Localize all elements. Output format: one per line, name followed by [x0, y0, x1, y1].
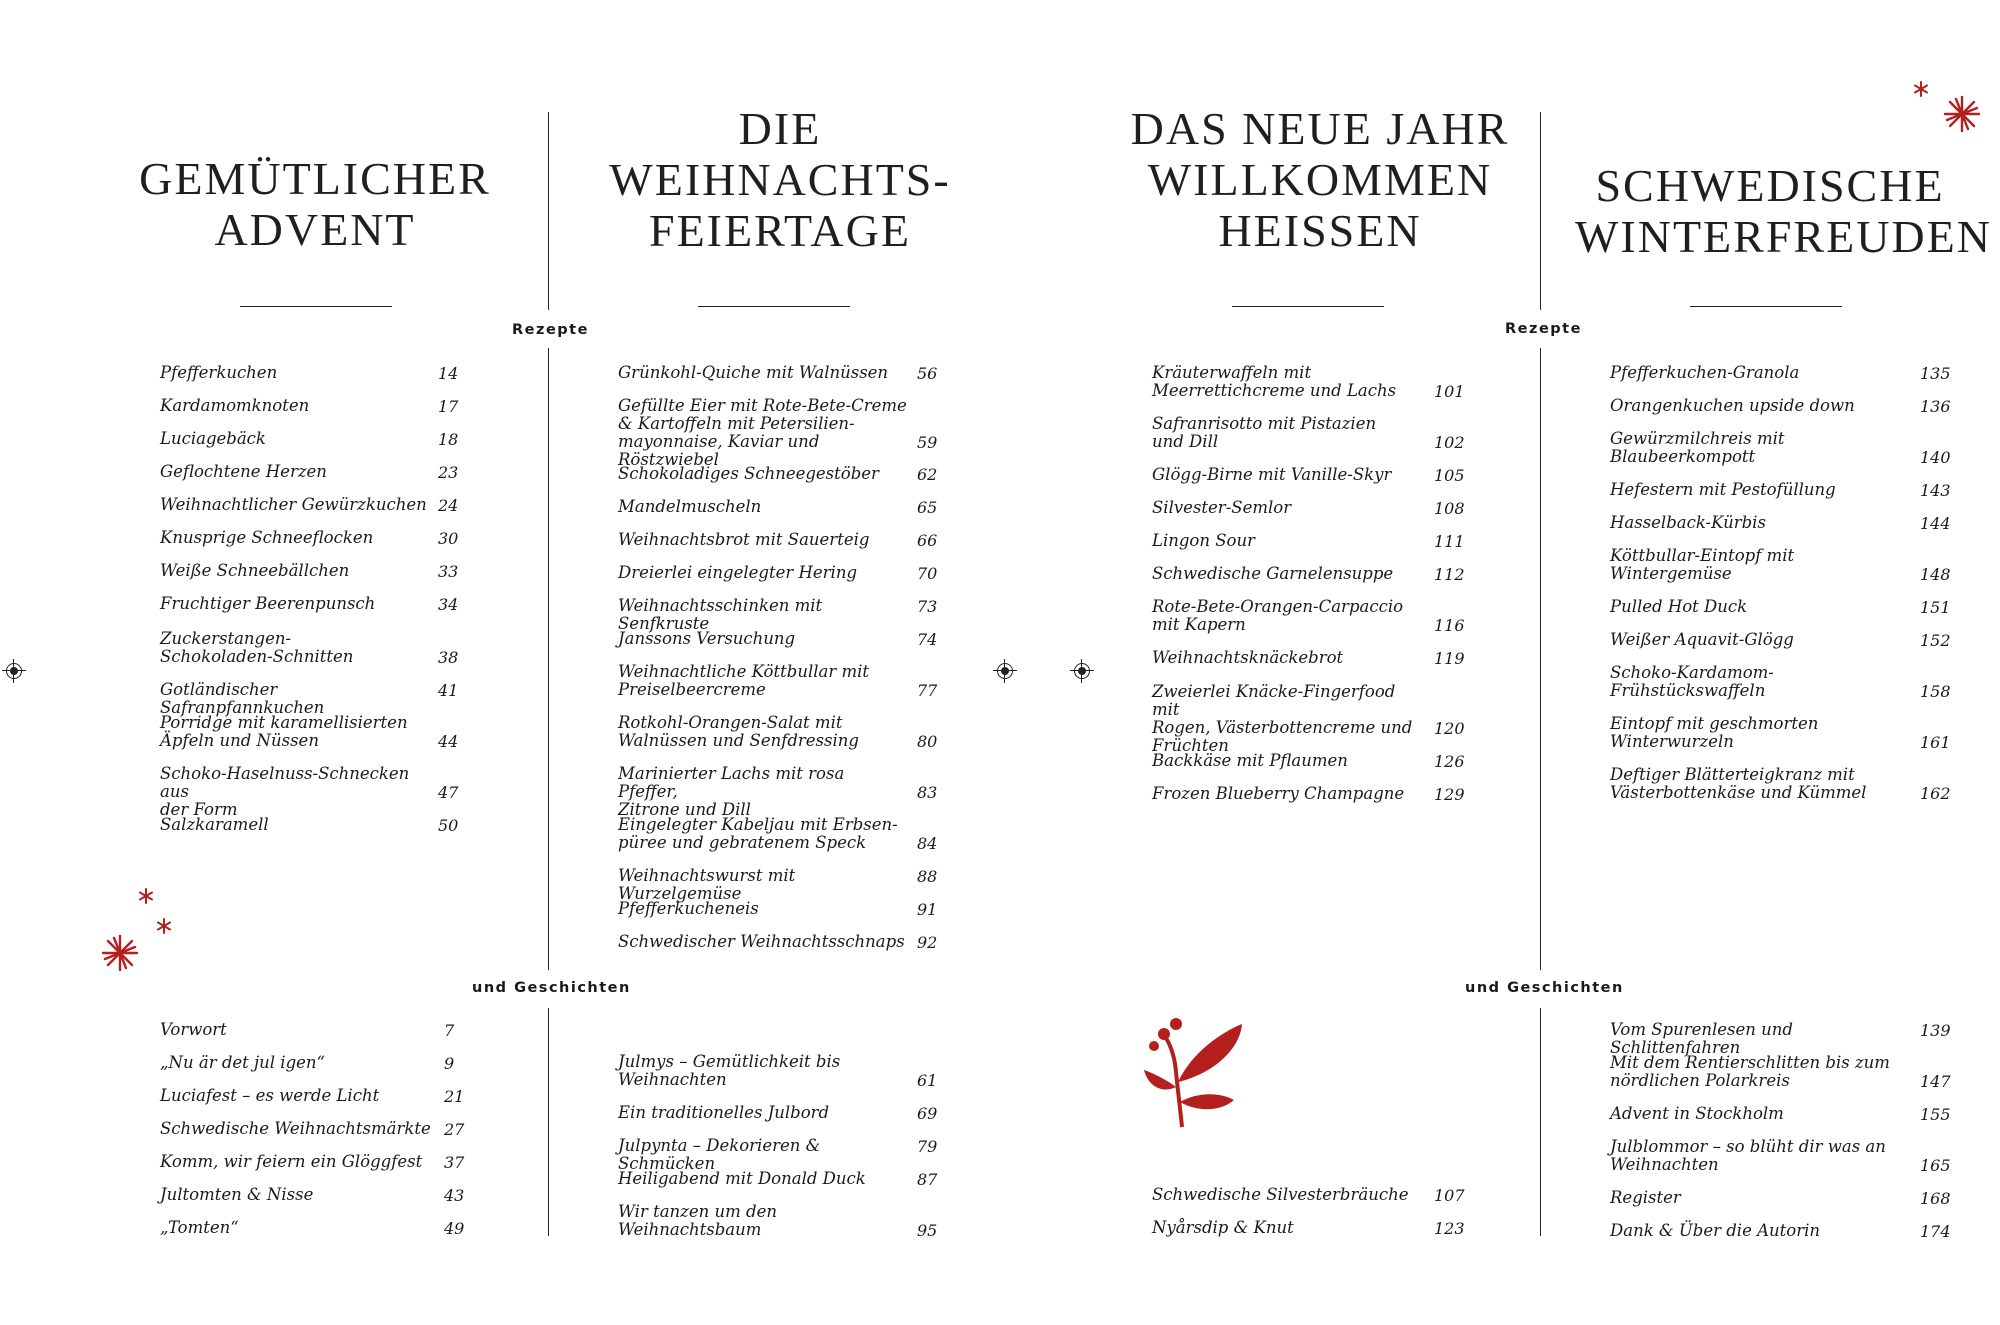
toc-entry-title: Luciagebäck — [160, 429, 266, 448]
toc-entry-title: Register — [1610, 1188, 1681, 1207]
toc-entry-title: Schwedischer Weihnachtsschnaps — [618, 932, 905, 951]
toc-page-number: 162 — [1920, 784, 1951, 803]
toc-entry-title: Gefüllte Eier mit Rote-Bete-Creme & Kartoffeln mit Petersilien- mayonnaise, Kaviar und Röstzwiebel — [618, 396, 907, 469]
toc-page-number: 95 — [917, 1221, 938, 1240]
toc-page-number: 158 — [1920, 682, 1951, 701]
toc-entry-title: Ein traditionelles Julbord — [618, 1103, 830, 1122]
toc-entry-title: Zuckerstangen- Schokoladen-Schnitten — [160, 629, 354, 666]
toc-page-number: 119 — [1434, 649, 1465, 668]
toc-page-number: 23 — [438, 463, 459, 482]
toc-page-number: 144 — [1920, 514, 1951, 533]
snowflake-icon — [155, 917, 173, 935]
column-divider — [1540, 112, 1541, 310]
toc-page-number: 102 — [1434, 433, 1465, 452]
toc-entry-title: Silvester-Semlor — [1152, 498, 1292, 517]
toc-page-number: 155 — [1920, 1105, 1951, 1124]
snowflake-icon — [1942, 94, 1982, 134]
toc-entry-title: Jultomten & Nisse — [160, 1185, 314, 1204]
toc-entry-title: Mit dem Rentierschlitten bis zum nördlichen Polarkreis — [1610, 1053, 1890, 1090]
registration-mark-icon — [1074, 663, 1090, 679]
toc-entry-title: Orangenkuchen upside down — [1610, 396, 1855, 415]
toc-page-number: 43 — [444, 1186, 465, 1205]
toc-page-number: 140 — [1920, 448, 1951, 467]
toc-entry-title: Pfefferkuchenеis — [618, 899, 759, 918]
toc-entry-title: Janssons Versuchung — [618, 629, 796, 648]
toc-page-number: 27 — [444, 1120, 465, 1139]
toc-entry-title: Julblommor – so blüht dir was an Weihnachten — [1610, 1137, 1886, 1174]
toc-entry-title: Schwedische Silvesterbräuche — [1152, 1185, 1409, 1204]
toc-entry-title: Advent in Stockholm — [1610, 1104, 1784, 1123]
toc-entry-title: Weihnachtliche Köttbullar mit Preiselbeercreme — [618, 662, 870, 699]
toc-entry-title: Weihnachtsknäckebrot — [1152, 648, 1344, 667]
toc-entry-title: Rote-Bete-Orangen-Carpaccio mit Kapern — [1152, 597, 1404, 634]
toc-page-number: 33 — [438, 562, 459, 581]
toc-entry-title: Gewürzmilchreis mit Blaubeerkompott — [1610, 429, 1785, 466]
toc-page-number: 17 — [438, 397, 459, 416]
toc-entry-title: Dreierlei eingelegter Hering — [618, 563, 858, 582]
toc-entry-title: Gotländischer Safranpfannkuchen — [160, 680, 325, 717]
toc-entry-title: Schoko-Haselnuss-Schnecken aus der Form — [160, 764, 410, 819]
toc-page-number: 56 — [917, 364, 938, 383]
title-rule — [1690, 306, 1842, 307]
column-divider — [548, 112, 549, 310]
toc-page-number: 83 — [917, 783, 938, 802]
toc-page-number: 65 — [917, 498, 938, 517]
toc-entry-title: Glögg-Birne mit Vanille-Skyr — [1152, 465, 1392, 484]
toc-entry-title: Pfefferkuchen-Granola — [1610, 363, 1800, 382]
toc-entry-title: Geflochtene Herzen — [160, 462, 327, 481]
toc-entry-title: Salzkaramell — [160, 815, 269, 834]
registration-mark-icon — [997, 663, 1013, 679]
chapter-title-feiertage: DIE WEIHNACHTS- FEIERTAGE — [609, 103, 951, 256]
toc-entry-title: Weihnachtsschinken mit Senfkruste — [618, 596, 823, 633]
toc-entry-title: Porridge mit karamellisierten Äpfeln und Nüssen — [160, 713, 408, 750]
toc-page-number: 7 — [444, 1021, 455, 1040]
toc-page-number: 21 — [444, 1087, 465, 1106]
toc-entry-title: Vom Spurenlesen und Schlittenfahren — [1610, 1020, 1793, 1057]
toc-page-number: 129 — [1434, 785, 1465, 804]
toc-page-number: 38 — [438, 648, 459, 667]
section-label-rezepte: Rezepte — [1505, 321, 1582, 337]
toc-entry-title: Vorwort — [160, 1020, 227, 1039]
toc-page-number: 108 — [1434, 499, 1465, 518]
column-divider — [1540, 1008, 1541, 1236]
toc-entry-title: Lingon Sour — [1152, 531, 1255, 550]
toc-page-number: 74 — [917, 630, 938, 649]
toc-page-number: 47 — [438, 783, 459, 802]
toc-entry-title: Deftiger Blätterteigkranz mit Västerbottenkäse und Kümmel — [1610, 765, 1867, 802]
toc-page-number: 37 — [444, 1153, 465, 1172]
toc-page-number: 112 — [1434, 565, 1465, 584]
toc-page-number: 91 — [917, 900, 938, 919]
section-label-rezepte: Rezepte — [512, 322, 589, 338]
toc-entry-title: Nyårsdip & Knut — [1152, 1218, 1294, 1237]
toc-page-number: 116 — [1434, 616, 1465, 635]
toc-page-number: 147 — [1920, 1072, 1951, 1091]
toc-page-number: 69 — [917, 1104, 938, 1123]
chapter-title-winterfreuden: SCHWEDISCHE WINTERFREUDEN — [1575, 160, 1992, 262]
toc-page-number: 161 — [1920, 733, 1951, 752]
toc-page-number: 120 — [1434, 719, 1465, 738]
toc-entry-title: Safranrisotto mit Pistazien und Dill — [1152, 414, 1377, 451]
toc-page-number: 136 — [1920, 397, 1951, 416]
toc-entry-title: Pulled Hot Duck — [1610, 597, 1748, 616]
toc-page-number: 14 — [438, 364, 459, 383]
toc-page-number: 9 — [444, 1054, 455, 1073]
toc-entry-title: Schoko-Kardamom- Frühstückswaffeln — [1610, 663, 1774, 700]
toc-entry-title: Schwedische Garnelensuppe — [1152, 564, 1394, 583]
toc-entry-title: Weihnachtswurst mit Wurzelgemüse — [618, 866, 796, 903]
snowflake-icon — [1912, 80, 1930, 98]
toc-entry-title: Schokoladiges Schneegestöber — [618, 464, 879, 483]
column-divider — [1540, 348, 1541, 970]
toc-entry-title: Dank & Über die Autorin — [1610, 1221, 1820, 1240]
toc-page-number: 41 — [438, 681, 459, 700]
toc-page-number: 143 — [1920, 481, 1951, 500]
toc-page-number: 84 — [917, 834, 938, 853]
toc-page-number: 135 — [1920, 364, 1951, 383]
toc-page-number: 87 — [917, 1170, 938, 1189]
toc-entry-title: Marinierter Lachs mit rosa Pfeffer, Zitrone und Dill — [618, 764, 845, 819]
toc-entry-title: Weihnachtsbrot mit Sauerteig — [618, 530, 870, 549]
registration-mark-icon — [6, 663, 22, 679]
toc-page-number: 148 — [1920, 565, 1951, 584]
toc-page-number: 165 — [1920, 1156, 1951, 1175]
toc-entry-title: Backkäse mit Pflaumen — [1152, 751, 1348, 770]
toc-entry-title: Köttbullar-Eintopf mit Wintergemüse — [1610, 546, 1795, 583]
toc-page-number: 34 — [438, 595, 459, 614]
toc-entry-title: Eintopf mit geschmorten Winterwurzeln — [1610, 714, 1819, 751]
chapter-title-advent: GEMÜTLICHER ADVENT — [139, 153, 491, 255]
snowflake-icon — [100, 933, 140, 973]
toc-entry-title: Schwedische Weihnachtsmärkte — [160, 1119, 431, 1138]
toc-page-number: 77 — [917, 681, 938, 700]
toc-page-number: 79 — [917, 1137, 938, 1156]
toc-entry-title: Fruchtiger Beerenpunsch — [160, 594, 376, 613]
toc-entry-title: Luciafest – es werde Licht — [160, 1086, 380, 1105]
toc-entry-title: Kardamomknoten — [160, 396, 310, 415]
toc-page-number: 126 — [1434, 752, 1465, 771]
toc-page-number: 92 — [917, 933, 938, 952]
toc-page-number: 49 — [444, 1219, 465, 1238]
toc-entry-title: Kräuterwaffeln mit Meerrettichcreme und Lachs — [1152, 363, 1397, 400]
snowflake-icon — [137, 887, 155, 905]
toc-entry-title: Komm, wir feiern ein Glöggfest — [160, 1152, 423, 1171]
title-rule — [1232, 306, 1384, 307]
toc-page-number: 73 — [917, 597, 938, 616]
column-divider — [548, 1008, 549, 1236]
toc-page-number: 168 — [1920, 1189, 1951, 1208]
toc-entry-title: Weiße Schneebällchen — [160, 561, 350, 580]
toc-entry-title: Eingelegter Kabeljau mit Erbsen- püree und gebratenem Speck — [618, 815, 898, 852]
toc-entry-title: Pfefferkuchen — [160, 363, 278, 382]
toc-page-number: 70 — [917, 564, 938, 583]
chapter-title-neujahr: DAS NEUE JAHR WILLKOMMEN HEISSEN — [1130, 103, 1510, 256]
toc-page-number: 18 — [438, 430, 459, 449]
title-rule — [240, 306, 392, 307]
toc-page-number: 123 — [1434, 1219, 1465, 1238]
toc-page-number: 151 — [1920, 598, 1951, 617]
toc-entry-title: Heiligabend mit Donald Duck — [618, 1169, 866, 1188]
toc-page-number: 66 — [917, 531, 938, 550]
toc-page-number: 174 — [1920, 1222, 1951, 1241]
toc-entry-title: Rotkohl-Orangen-Salat mit Walnüssen und Senfdressing — [618, 713, 859, 750]
toc-page-number: 50 — [438, 816, 459, 835]
toc-page-number: 59 — [917, 433, 938, 452]
toc-entry-title: Hasselback-Kürbis — [1610, 513, 1766, 532]
toc-entry-title: Weißer Aquavit-Glögg — [1610, 630, 1794, 649]
toc-page-number: 80 — [917, 732, 938, 751]
mistletoe-sprig-icon — [1142, 1012, 1247, 1132]
toc-entry-title: Weihnachtlicher Gewürzkuchen — [160, 495, 427, 514]
toc-entry-title: Hefestern mit Pestofüllung — [1610, 480, 1836, 499]
toc-page-number: 139 — [1920, 1021, 1951, 1040]
toc-page-number: 24 — [438, 496, 459, 515]
toc-entry-title: Mandelmuscheln — [618, 497, 762, 516]
toc-entry-title: Wir tanzen um den Weihnachtsbaum — [618, 1202, 777, 1239]
toc-entry-title: Grünkohl-Quiche mit Walnüssen — [618, 363, 889, 382]
toc-page-number: 105 — [1434, 466, 1465, 485]
toc-page-number: 88 — [917, 867, 938, 886]
section-label-geschichten: und Geschichten — [1465, 980, 1624, 996]
toc-page-number: 44 — [438, 732, 459, 751]
toc-page-number: 107 — [1434, 1186, 1465, 1205]
toc-page-number: 152 — [1920, 631, 1951, 650]
toc-page-number: 101 — [1434, 382, 1465, 401]
column-divider — [548, 348, 549, 970]
toc-entry-title: Frozen Blueberry Champagne — [1152, 784, 1405, 803]
toc-entry-title: Knusprige Schneeflocken — [160, 528, 374, 547]
section-label-geschichten: und Geschichten — [472, 980, 631, 996]
title-rule — [698, 306, 850, 307]
toc-page-number: 30 — [438, 529, 459, 548]
toc-entry-title: „Nu är det jul igen“ — [160, 1053, 325, 1072]
toc-page-number: 62 — [917, 465, 938, 484]
toc-entry-title: Julmys – Gemütlichkeit bis Weihnachten — [618, 1052, 841, 1089]
toc-page-number: 111 — [1434, 532, 1465, 551]
toc-entry-title: Zweierlei Knäcke-Fingerfood mit Rogen, Västerbottencreme und Früchten — [1152, 682, 1413, 755]
toc-page-number: 61 — [917, 1071, 938, 1090]
toc-entry-title: „Tomten“ — [160, 1218, 239, 1237]
toc-entry-title: Julpynta – Dekorieren & Schmücken — [618, 1136, 821, 1173]
